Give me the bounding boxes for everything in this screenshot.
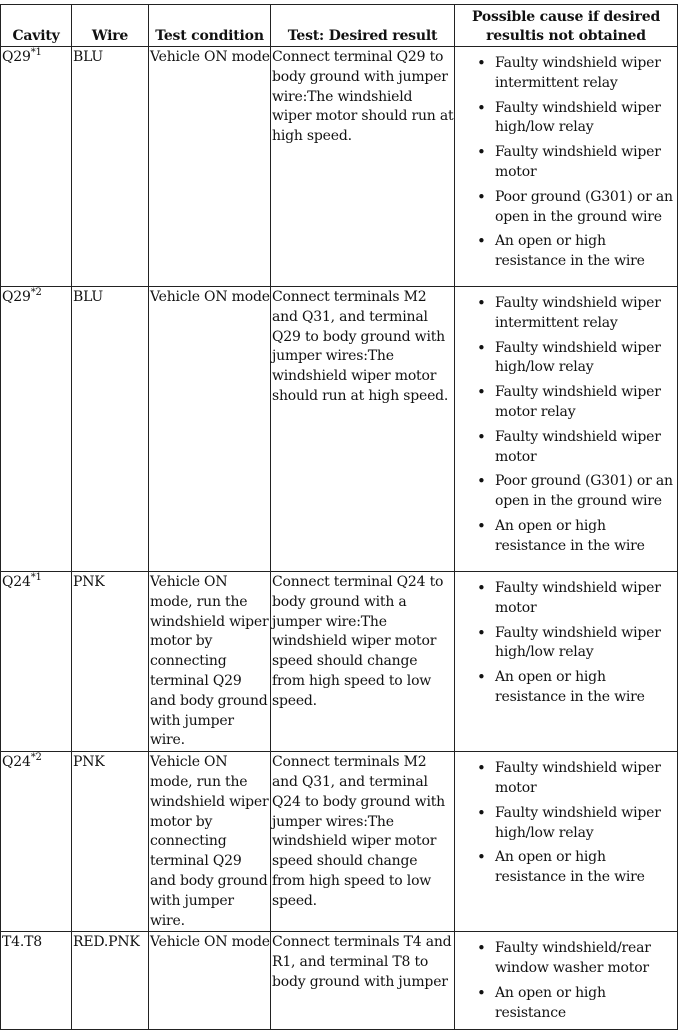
cause-item: • Faulty windshield wiper high/low relay <box>477 99 677 139</box>
cause-list <box>455 54 677 272</box>
header-cavity: Cavity <box>1 5 72 47</box>
condition-cell: Vehicle ON mode, run the windshield wiper motor by connecting terminal Q29 and body ground with jumper wire. <box>149 572 271 752</box>
cavity-id: Q29 <box>2 289 31 305</box>
cause-item: • Faulty windshield wiper intermittent relay <box>477 294 677 334</box>
result-cell: Connect terminals M2 and Q31, and terminal Q24 to body ground with jumper wires:The windshield wiper motor speed should change from high speed to low speed. <box>271 752 455 932</box>
cavity-id: Q29 <box>2 49 31 65</box>
cause-item: • Faulty windshield wiper high/low relay <box>477 339 677 379</box>
condition-cell: Vehicle ON mode <box>149 287 271 572</box>
cause-list <box>455 294 677 557</box>
header-test-condition: Test condition <box>149 5 271 47</box>
result-cell: Connect terminals M2 and Q31, and terminal Q29 to body ground with jumper wires:The windshield wiper motor should run at high speed. <box>271 287 455 572</box>
cavity-id: Q24 <box>2 574 31 590</box>
table-row <box>1 47 678 287</box>
header-possible-cause: Possible cause if desired resultis not obtained <box>455 5 678 47</box>
cavity-cell <box>1 752 72 932</box>
result-cell: Connect terminal Q29 to body ground with jumper wire:The windshield wiper motor should run at high speed. <box>271 47 455 287</box>
cause-item: • Faulty windshield wiper motor <box>477 579 677 619</box>
wire-cell: PNK <box>72 752 149 932</box>
causes-cell <box>455 572 678 752</box>
cause-item: • An open or high resistance in the wire <box>477 232 677 272</box>
result-cell: Connect terminals T4 and R1, and terminal T8 to body ground with jumper <box>271 932 455 1029</box>
cavity-cell <box>1 47 72 287</box>
causes-cell <box>455 47 678 287</box>
condition-cell: Vehicle ON mode <box>149 932 271 1029</box>
cause-list <box>455 759 677 888</box>
cavity-cell <box>1 572 72 752</box>
condition-cell: Vehicle ON mode <box>149 47 271 287</box>
cause-item: • An open or high resistance in the wire <box>477 848 677 888</box>
header-row <box>1 5 678 47</box>
table-row <box>1 752 678 932</box>
cause-item: • Poor ground (G301) or an open in the ground wire <box>477 472 677 512</box>
cause-item: • An open or high resistance <box>477 984 677 1024</box>
cause-item: • Faulty windshield wiper motor <box>477 143 677 183</box>
table-row <box>1 287 678 572</box>
cavity-id: Q24 <box>2 754 31 771</box>
wire-cell: BLU <box>72 287 149 572</box>
cavity-footnote: *1 <box>30 572 42 583</box>
cause-item: • Faulty windshield wiper high/low relay <box>477 624 677 664</box>
condition-cell: Vehicle ON mode, run the windshield wiper motor by connecting terminal Q29 and body ground with jumper wire. <box>149 752 271 932</box>
wire-cell: PNK <box>72 572 149 752</box>
cause-item: • Faulty windshield wiper intermittent relay <box>477 54 677 94</box>
cause-item: • An open or high resistance in the wire <box>477 517 677 557</box>
causes-cell <box>455 287 678 572</box>
causes-cell <box>455 752 678 932</box>
result-cell: Connect terminal Q24 to body ground with a jumper wire:The windshield wiper motor speed should change from high speed to low speed. <box>271 572 455 752</box>
cause-list <box>455 579 677 708</box>
cause-list <box>455 939 677 1023</box>
header-desired-result: Test: Desired result <box>271 5 455 47</box>
cause-item: • Faulty windshield/rear window washer motor <box>477 939 677 979</box>
causes-cell <box>455 932 678 1029</box>
cause-item: • An open or high resistance in the wire <box>477 668 677 708</box>
cause-item: • Poor ground (G301) or an open in the ground wire <box>477 188 677 228</box>
cavity-cell <box>1 932 72 1029</box>
cavity-footnote: *2 <box>30 287 42 298</box>
cause-item: • Faulty windshield wiper motor <box>477 759 677 799</box>
wiper-circuit-test-table <box>0 4 678 1030</box>
cavity-footnote: *1 <box>30 47 42 58</box>
wire-cell: BLU <box>72 47 149 287</box>
cause-item: • Faulty windshield wiper high/low relay <box>477 804 677 844</box>
cavity-footnote: *2 <box>30 752 42 764</box>
cause-item: • Faulty windshield wiper motor <box>477 428 677 468</box>
header-wire: Wire <box>72 5 149 47</box>
cause-item: • Faulty windshield wiper motor relay <box>477 383 677 423</box>
cavity-cell <box>1 287 72 572</box>
table-row <box>1 572 678 752</box>
cavity-id: T4.T8 <box>2 934 42 951</box>
wire-cell: RED.PNK <box>72 932 149 1029</box>
table-row <box>1 932 678 1029</box>
